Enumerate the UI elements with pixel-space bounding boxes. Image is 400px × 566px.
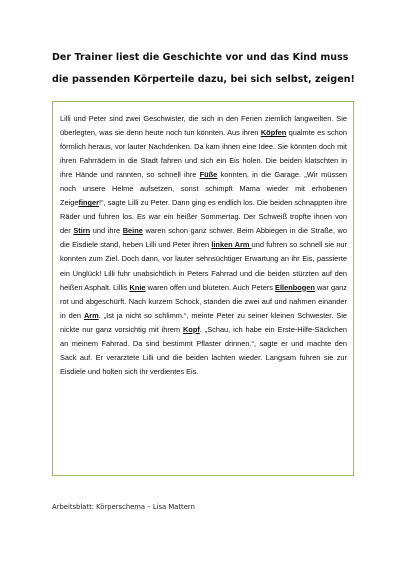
story-segment: waren schon ganz schwer. Beim Abbiegen in die Straße, wo die Eisdiele stand, heben Lilli und Peter ihren bbox=[60, 226, 347, 250]
worksheet-instruction: Der Trainer liest die Geschichte vor und das Kind muss die passenden Körperteile dazu, bei sich selbst, zeigen! bbox=[52, 52, 355, 85]
story-segment: . „Schau, ich habe ein Erste-Hilfe-Säckchen an meinem Fahrrad. Da sind bestimmt Pflaster drinnen.“, sagte er und machte den Sack auf. Er verarztete Lilli und die beiden lachten wieder. Langsam fuhren sie zur Eisdiele und holten sich ihr verdientes Eis. bbox=[60, 324, 347, 376]
body-part-word: Knie bbox=[129, 282, 146, 292]
story-segment: waren offen und bluteten. Auch Peters bbox=[145, 282, 276, 292]
story-segment: !“, sagte Lilli zu Peter. Dann ging es endlich los. Die beiden schnappten ihre Räder und fuhren los. Es war ein heißer Sommertag. Der Schweiß tropfte ihnen von der bbox=[60, 198, 347, 236]
body-part-word: linken Arm bbox=[211, 240, 252, 250]
story-segment: Lilli und Peter sind zwei Geschwister, die sich in den Ferien ziemlich langweilten. Sie überlegten, was sie denn heute noch tun könnten. Aus ihren bbox=[60, 114, 347, 138]
body-part-word: Köpfen bbox=[260, 128, 287, 138]
body-part-word: Kopf bbox=[182, 324, 200, 334]
story-segment: . „Ist ja nicht so schlimm.“, meinte Peter zu seiner kleinen Schwester. Sie nickte nur ganz vorsichtig mit ihrem bbox=[60, 310, 347, 334]
story-segment: war ganz rot und abgeschürft. Nach kurzem Schock, standen die zwei auf und nahmen einander in den bbox=[60, 282, 347, 320]
story-segment: qualmte es schon förmlich heraus, vor lauter Nachdenken. Da kam ihnen eine Idee. Sie könnten doch mit ihren Fahrrädern in die Stadt fahren und sich ein Eis holen. Die beiden klatschten in ihre Hände und rannten, so schnell ihre bbox=[60, 128, 347, 180]
story-segment: konnten, in die Garage. „Wir müssen noch unsere Helme aufsetzen, sonst schimpft Mama wieder mit erhobenen Zeige bbox=[60, 170, 347, 208]
body-part-word: Ellenbogen bbox=[275, 282, 315, 292]
story-segment: und fuhren so schnell sie nur konnten zum Ziel. Doch dann, vor lauter sehnsüchtiger Erwartung an ihr Eis, passierte ein Unglück! Lilli fuhr unabsichtlich in Peters Fahrrad und die beiden stürzten auf den heißen Asphalt. Lillis bbox=[60, 240, 347, 292]
story-segment: und ihre bbox=[90, 226, 123, 236]
story-text bbox=[60, 112, 347, 379]
story-frame bbox=[52, 101, 354, 476]
body-part-word: Stirn bbox=[73, 226, 91, 236]
worksheet-footer: Arbeitsblatt: Körperschema – Lisa Mattern bbox=[52, 503, 195, 511]
body-part-word: Füße bbox=[199, 170, 218, 180]
body-part-word: finger bbox=[78, 198, 100, 208]
body-part-word: Arm bbox=[83, 310, 99, 320]
body-part-word: Beine bbox=[122, 226, 143, 236]
